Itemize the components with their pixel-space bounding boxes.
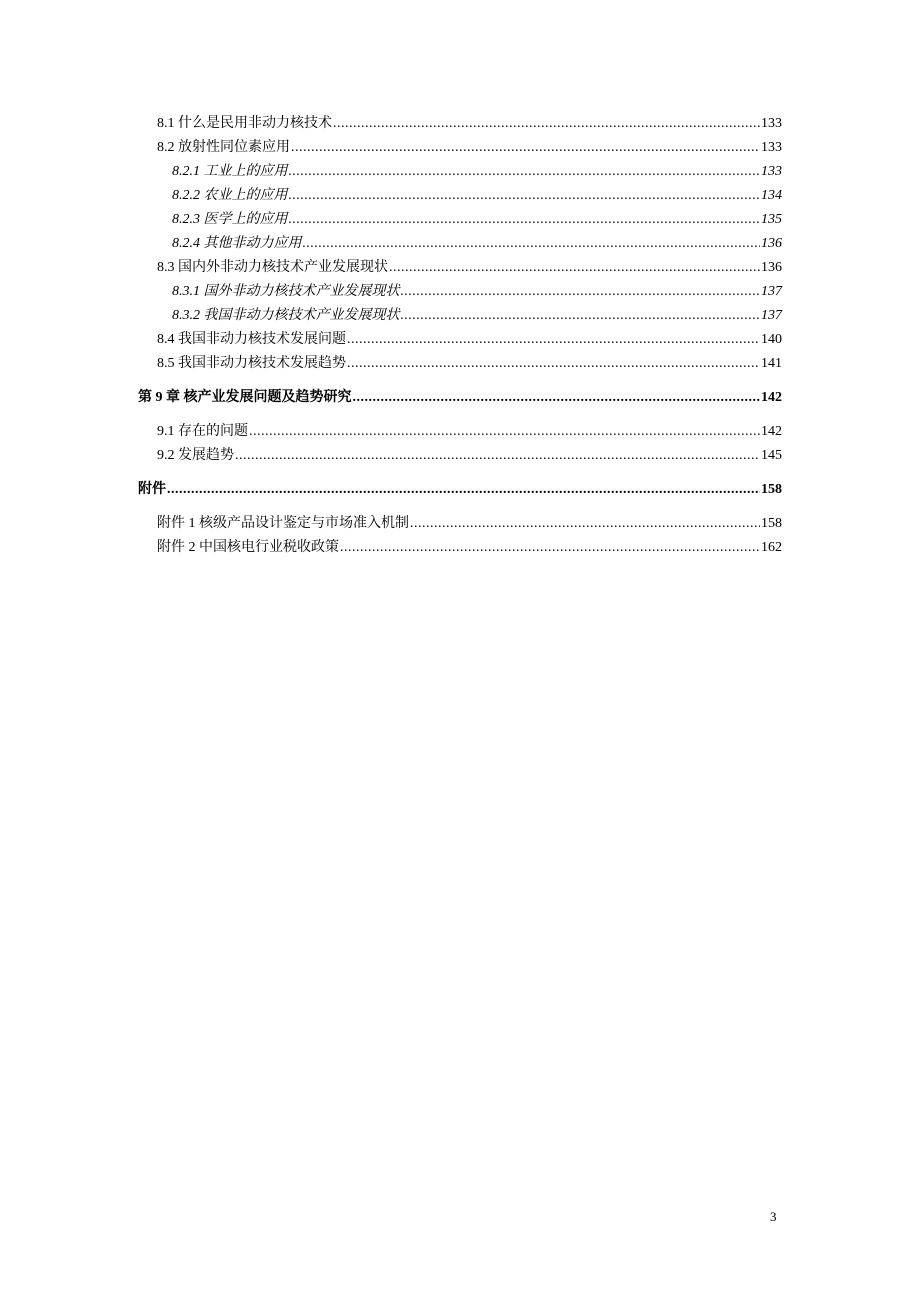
toc-entry-title: 8.2 放射性同位素应用 (157, 140, 290, 155)
toc-entry-title: 9.2 发展趋势 (157, 448, 234, 463)
toc-entry-page: 158 (761, 516, 782, 531)
toc-leader-dots (347, 352, 760, 376)
toc-chapter-entry[interactable] (138, 478, 782, 502)
toc-leader-dots (333, 112, 760, 136)
toc-entry-title: 8.5 我国非动力核技术发展趋势 (157, 356, 346, 371)
toc-entry-title: 附件 2 中国核电行业税收政策 (157, 540, 339, 555)
toc-entry-title: 8.3 国内外非动力核技术产业发展现状 (157, 260, 388, 275)
toc-leader-dots (289, 160, 761, 184)
toc-entry[interactable] (138, 444, 782, 468)
toc-entry[interactable] (138, 328, 782, 352)
toc-entry[interactable] (138, 536, 782, 560)
toc-leader-dots (167, 478, 760, 502)
toc-entry-title: 8.4 我国非动力核技术发展问题 (157, 332, 346, 347)
toc-leader-dots (410, 512, 760, 536)
toc-entry[interactable] (138, 184, 782, 208)
toc-entry-title: 8.2.2 农业上的应用 (172, 188, 288, 203)
toc-leader-dots (340, 536, 760, 560)
toc-entry-page: 145 (761, 448, 782, 463)
toc-entry-title: 8.3.1 国外非动力核技术产业发展现状 (172, 284, 400, 299)
toc-chapter-entry[interactable] (138, 386, 782, 410)
toc-leader-dots (249, 420, 760, 444)
toc-entry-title: 8.1 什么是民用非动力核技术 (157, 116, 332, 131)
toc-entry[interactable] (138, 256, 782, 280)
toc-leader-dots (291, 136, 760, 160)
toc-entry-page: 140 (761, 332, 782, 347)
toc-entry[interactable] (138, 208, 782, 232)
toc-entry[interactable] (138, 420, 782, 444)
toc-entry-page: 136 (761, 260, 782, 275)
toc-entry-title: 附件 (138, 482, 166, 497)
toc-entry-page: 133 (761, 140, 782, 155)
toc-entry-title: 第 9 章 核产业发展问题及趋势研究 (138, 390, 352, 405)
table-of-contents (138, 112, 782, 560)
toc-entry-title: 8.2.3 医学上的应用 (172, 212, 288, 227)
toc-entry-page: 137 (761, 284, 782, 299)
toc-entry-page: 133 (761, 116, 782, 131)
page-number: 3 (770, 1209, 777, 1224)
toc-entry-page: 142 (761, 424, 782, 439)
toc-leader-dots (289, 184, 761, 208)
toc-entry-page: 136 (761, 236, 782, 251)
toc-entry-page: 137 (761, 308, 782, 323)
toc-entry[interactable] (138, 160, 782, 184)
toc-entry-page: 158 (761, 482, 782, 497)
toc-entry[interactable] (138, 112, 782, 136)
toc-entry-title: 8.2.4 其他非动力应用 (172, 236, 302, 251)
toc-entry-page: 133 (761, 164, 782, 179)
toc-entry-page: 162 (761, 540, 782, 555)
toc-entry-title: 9.1 存在的问题 (157, 424, 248, 439)
toc-entry-page: 141 (761, 356, 782, 371)
toc-leader-dots (303, 232, 761, 256)
toc-entry-page: 135 (761, 212, 782, 227)
toc-leader-dots (289, 208, 761, 232)
toc-leader-dots (401, 280, 761, 304)
toc-entry-title: 8.3.2 我国非动力核技术产业发展现状 (172, 308, 400, 323)
toc-leader-dots (401, 304, 761, 328)
toc-entry[interactable] (138, 280, 782, 304)
toc-leader-dots (389, 256, 760, 280)
toc-entry-title: 8.2.1 工业上的应用 (172, 164, 288, 179)
toc-entry-title: 附件 1 核级产品设计鉴定与市场准入机制 (157, 516, 409, 531)
toc-leader-dots (353, 386, 761, 410)
toc-entry-page: 134 (761, 188, 782, 203)
toc-leader-dots (235, 444, 760, 468)
toc-entry[interactable] (138, 232, 782, 256)
toc-entry-page: 142 (761, 390, 782, 405)
toc-entry[interactable] (138, 512, 782, 536)
toc-entry[interactable] (138, 352, 782, 376)
toc-entry[interactable] (138, 136, 782, 160)
toc-entry[interactable] (138, 304, 782, 328)
toc-leader-dots (347, 328, 760, 352)
